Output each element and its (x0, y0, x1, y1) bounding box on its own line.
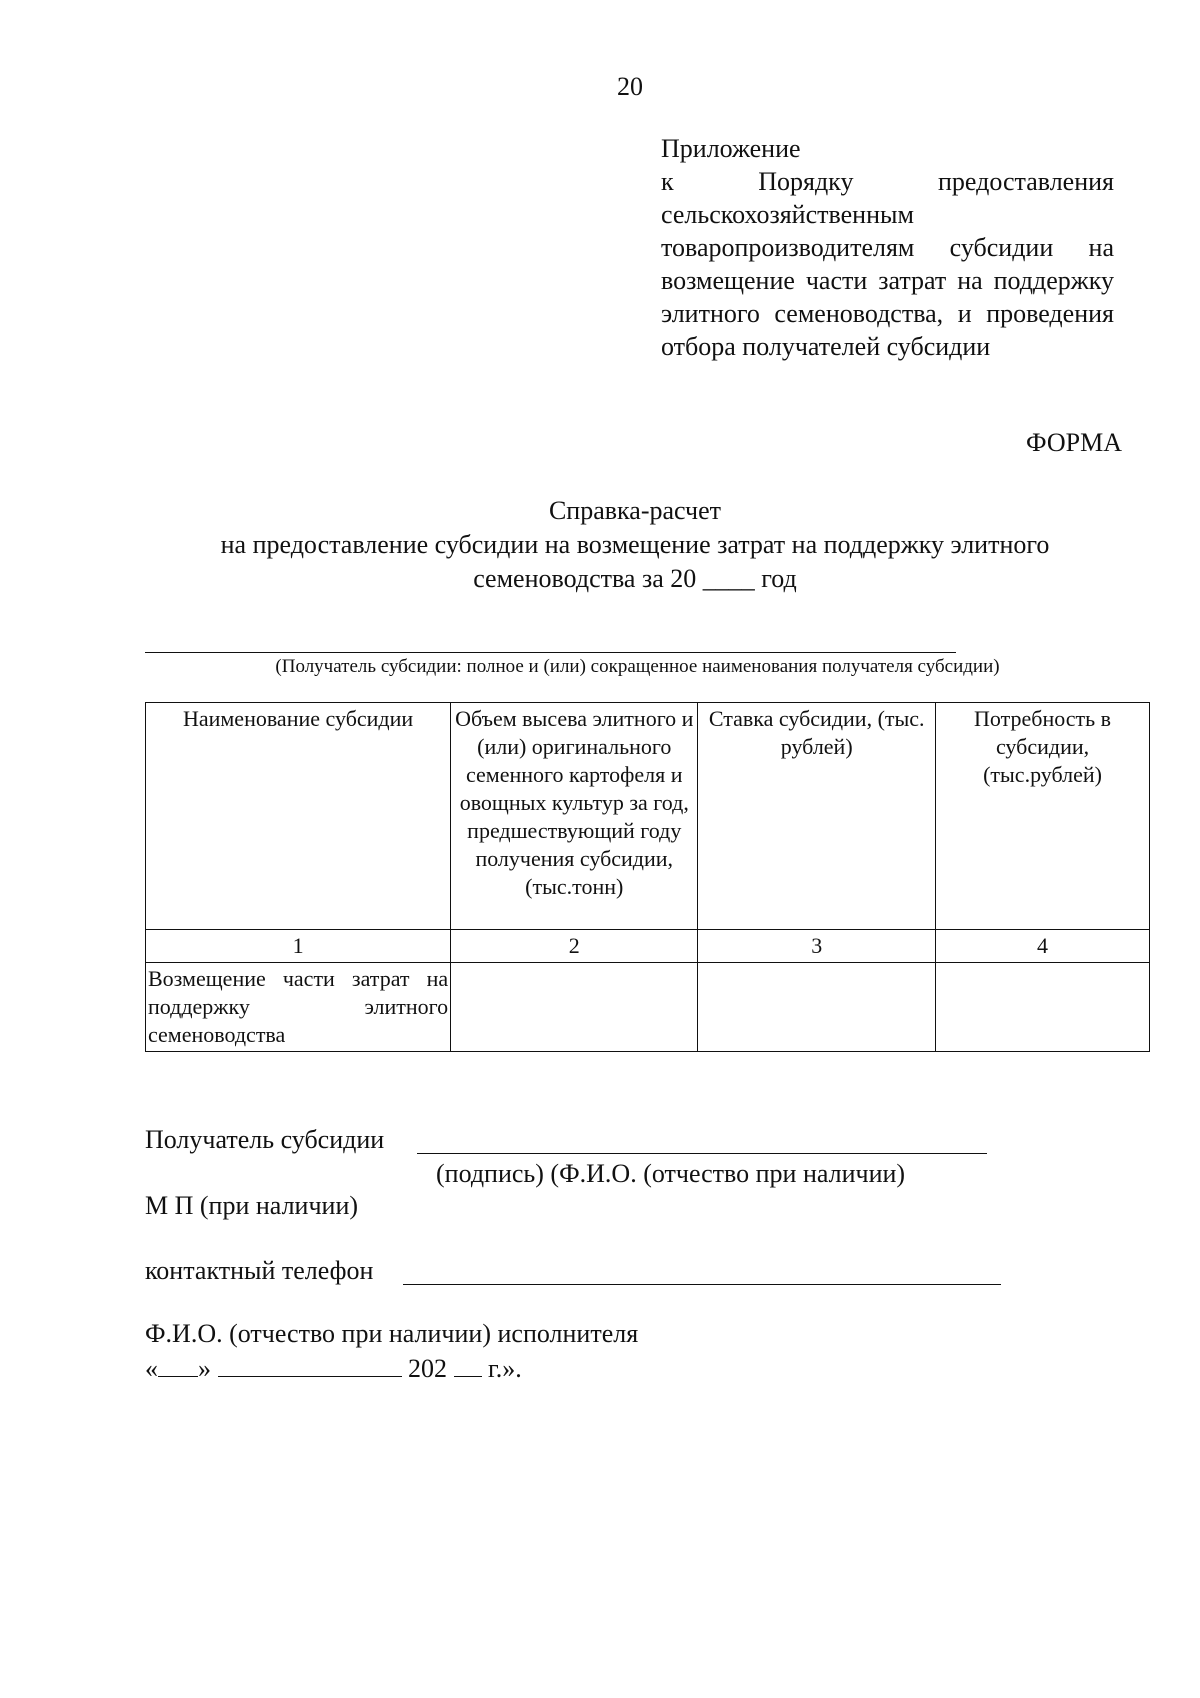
table-cell-volume[interactable] (451, 963, 698, 1052)
phone-line[interactable] (403, 1284, 1001, 1285)
date-close-quote: » (198, 1354, 211, 1383)
phone-label: контактный телефон (145, 1256, 374, 1285)
table-cell-need[interactable] (936, 963, 1150, 1052)
date-month-blank[interactable] (218, 1350, 402, 1377)
appendix-title: Приложение (661, 134, 801, 163)
date-suffix: г.». (488, 1354, 522, 1383)
document-title-line3: семеноводства за 20 ____ год (473, 564, 797, 593)
recipient-caption: (Получатель субсидии: полное и (или) сокращенное наименования получателя субсидии) (275, 656, 1000, 677)
table-header-cell: Объем высева элитного и (или) оригинального семенного картофеля и овощных культур за год, предшествующий году получения субсидии, (тыс.тонн) (451, 703, 698, 930)
table-column-number: 4 (936, 930, 1150, 963)
page-number: 20 (617, 72, 643, 101)
date-row (145, 1350, 522, 1385)
document-title (0, 494, 1200, 596)
table-column-number: 1 (146, 930, 451, 963)
document-title-line1: Справка-расчет (548, 496, 722, 525)
recipient-signature-label: Получатель субсидии (145, 1125, 385, 1154)
form-label: ФОРМА (1026, 428, 1122, 457)
table-header-cell: Наименование субсидии (146, 703, 451, 930)
appendix-block (661, 132, 1114, 363)
table-cell-rate[interactable] (698, 963, 936, 1052)
signature-caption: (подпись) (Ф.И.О. (отчество при наличии) (436, 1159, 906, 1188)
date-year-prefix: 202 (408, 1354, 447, 1383)
table-cell-text: Возмещение части затрат на поддержку элитного семеноводства (148, 966, 449, 1047)
table-cell-subsidy-name (146, 963, 451, 1052)
table-header-row (146, 703, 1150, 930)
recipient-signature-line[interactable] (417, 1153, 987, 1154)
table-header-cell: Ставка субсидии, (тыс. рублей) (698, 703, 936, 930)
stamp-label: М П (при наличии) (145, 1191, 359, 1220)
date-year-blank[interactable] (454, 1350, 482, 1377)
date-open-quote: « (145, 1354, 158, 1383)
appendix-body: к Порядку предоставления сельскохозяйственным товаропроизводителям субсидии на возмещение части затрат на поддержку элитного семеноводства, и проведения отбора получателей субсидии (661, 167, 1114, 361)
table-column-number: 2 (451, 930, 698, 963)
document-title-line2: на предоставление субсидии на возмещение затрат на поддержку элитного (220, 530, 1050, 559)
executor-label: Ф.И.О. (отчество при наличии) исполнителя (145, 1319, 639, 1348)
table-column-number: 3 (698, 930, 936, 963)
subsidy-table (145, 702, 1150, 1052)
table-header-cell: Потребность в субсидии, (тыс.рублей) (936, 703, 1150, 930)
recipient-name-line (145, 652, 956, 653)
date-day-blank[interactable] (158, 1350, 198, 1377)
table-row (146, 963, 1150, 1052)
table-column-number-row (146, 930, 1150, 963)
